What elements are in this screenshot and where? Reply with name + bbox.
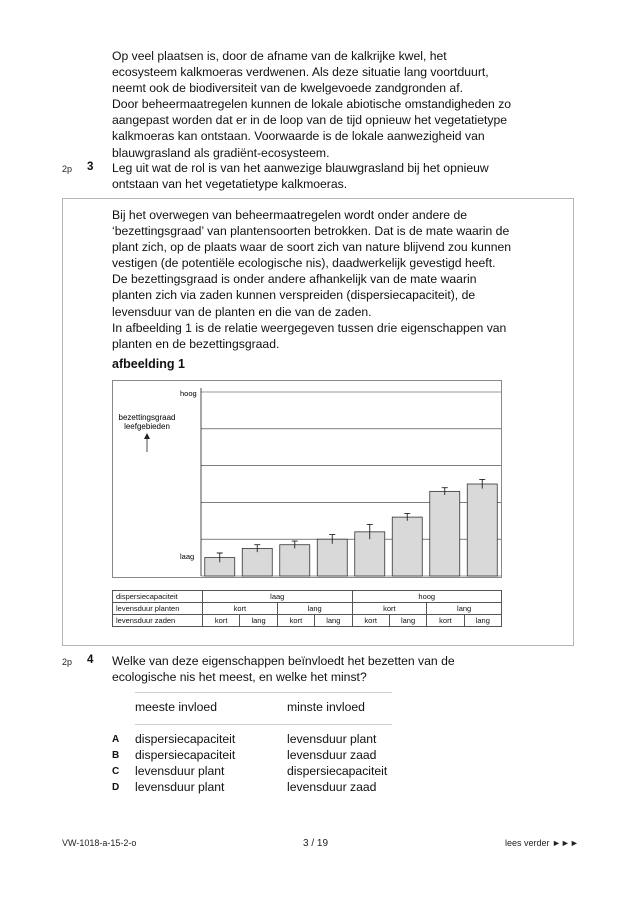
table-cell: kort	[203, 615, 240, 627]
divider	[135, 692, 392, 693]
bar	[467, 484, 497, 576]
text-line: neemt ook de biodiversiteit van de kwelgevoede zandgronden af.	[112, 81, 463, 96]
text-line: ecologische nis het meest, en welke het minst?	[112, 670, 367, 685]
y-axis-label-line: bezettingsgraad	[118, 413, 176, 422]
row-label: dispersiecapaciteit	[113, 591, 203, 603]
bar	[280, 545, 310, 576]
table-row	[113, 591, 502, 603]
table-cell: lang	[277, 603, 352, 615]
text-line: blauwgrasland als gradiënt-ecosysteem.	[112, 145, 330, 160]
table-cell: kort	[277, 615, 314, 627]
y-axis-bottom-label: laag	[180, 552, 195, 561]
page-number: 3 / 19	[303, 838, 329, 849]
chart-bars	[205, 479, 498, 576]
table-cell: kort	[352, 615, 389, 627]
table-row	[113, 615, 502, 627]
text-line: Op veel plaatsen is, door de afname van de kalkrijke kwel, het	[112, 49, 447, 63]
text-line: ontstaan van het vegetatietype kalkmoeras.	[112, 177, 348, 192]
table-cell: kort	[352, 603, 427, 615]
column-header-least: minste invloed	[287, 700, 365, 714]
next-page-link[interactable]: lees verder ►►►	[505, 838, 579, 848]
table-cell: lang	[240, 615, 277, 627]
option-letter: B	[112, 750, 120, 761]
table-cell: lang	[389, 615, 426, 627]
text-line: De bezettingsgraad is onder andere afhankelijk van de mate waarin	[112, 272, 477, 287]
text-line: aangepast worden dat er in de loop van de tijd opnieuw het vegetatietype	[112, 113, 508, 128]
text-line: ‘bezettingsgraad’ van plantensoorten betrokken. Dat is de mate waarin de	[112, 224, 510, 239]
option-most: levensduur plant	[135, 780, 225, 794]
option-least: levensduur zaad	[287, 780, 377, 794]
question4-points: 2p	[62, 657, 73, 667]
option-most: dispersiecapaciteit	[135, 732, 236, 746]
option-most: levensduur plant	[135, 764, 225, 778]
option-least: dispersiecapaciteit	[287, 764, 388, 778]
option-least: levensduur plant	[287, 732, 377, 746]
table-cell: kort	[203, 603, 278, 615]
text-line: Welke van deze eigenschappen beïnvloedt het bezetten van de	[112, 654, 455, 668]
question3-text	[112, 160, 582, 192]
row-label: levensduur planten	[113, 603, 203, 615]
question4-text	[112, 653, 582, 685]
text-line: Bij het overwegen van beheermaatregelen wordt onder andere de	[112, 208, 468, 222]
column-header-most: meeste invloed	[135, 700, 217, 714]
row-label: levensduur zaden	[113, 615, 203, 627]
figure-title: afbeelding 1	[112, 357, 185, 371]
bar	[317, 539, 347, 576]
table-row	[113, 603, 502, 615]
table-cell: kort	[427, 615, 464, 627]
bar	[242, 548, 272, 576]
option-most: dispersiecapaciteit	[135, 748, 236, 762]
table-cell: lang	[464, 615, 501, 627]
intro-paragraph	[112, 48, 582, 161]
text-line: Leg uit wat de rol is van het aanwezige blauwgrasland bij het opnieuw	[112, 161, 489, 175]
text-line: ecosysteem kalkmoeras verdwenen. Als deze situatie lang voortduurt,	[112, 65, 489, 80]
divider	[135, 724, 392, 725]
text-line: planten en de bezettingsgraad.	[112, 336, 280, 351]
question3-points: 2p	[62, 164, 73, 174]
text-line: kalkmoeras kan ontstaan. Voorwaarde is de lokale aanwezigheid van	[112, 129, 485, 144]
text-line: Door beheermaatregelen kunnen de lokale abiotische omstandigheden zo	[112, 97, 512, 112]
info-box-text	[112, 207, 582, 352]
table-cell: hoog	[352, 591, 502, 603]
question3-number: 3	[87, 161, 94, 173]
text-line: planten zich via zaden kunnen verspreiden (dispersiecapaciteit), de	[112, 288, 476, 303]
bar	[430, 491, 460, 576]
y-axis-top-label: hoog	[180, 389, 197, 398]
bar-chart	[112, 380, 504, 580]
question4-number: 4	[87, 654, 94, 666]
footer-code: VW-1018-a-15-2-o	[62, 838, 137, 848]
text-line: vestigen (de potentiële ecologische nis), daadwerkelijk gevestigd heeft.	[112, 256, 496, 271]
property-table	[112, 590, 502, 627]
text-line: In afbeelding 1 is de relatie weergegeven tussen drie eigenschappen van	[112, 320, 507, 335]
option-least: levensduur zaad	[287, 748, 377, 762]
text-line: levensduur van de planten en die van de zaden.	[112, 304, 372, 319]
option-letter: D	[112, 782, 120, 793]
arrow-up-icon	[144, 433, 150, 439]
table-cell: lang	[315, 615, 352, 627]
table-cell: lang	[427, 603, 502, 615]
bar	[392, 517, 422, 576]
table-cell: laag	[203, 591, 353, 603]
option-letter: C	[112, 766, 120, 777]
text-line: plant zich, op de plaats waar de soort zich van nature blijvend zou kunnen	[112, 240, 512, 255]
y-axis-label-line: leefgebieden	[124, 422, 170, 431]
option-letter: A	[112, 734, 120, 745]
